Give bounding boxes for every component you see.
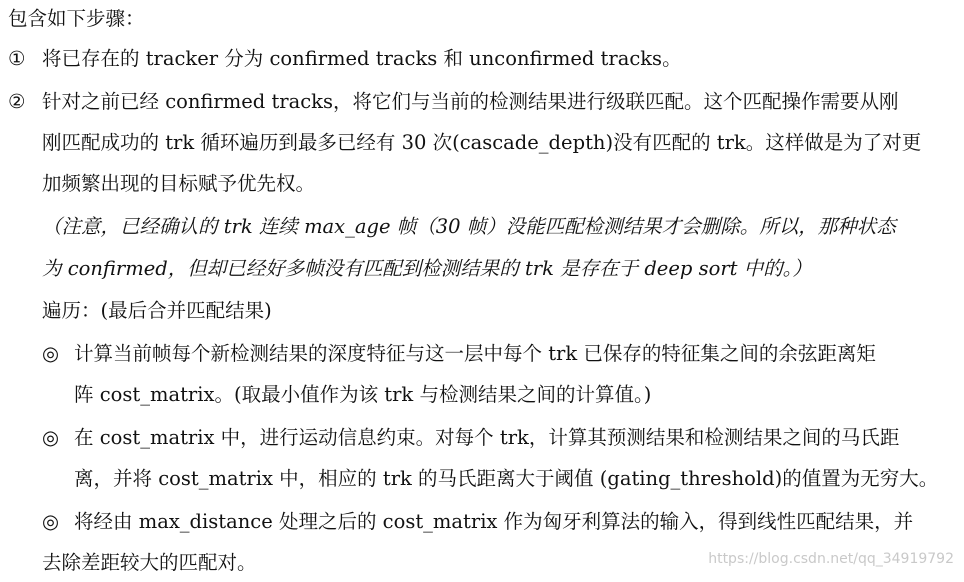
step-marker-1: ① <box>8 47 26 70</box>
bullet-1-line-1: 计算当前帧每个新检测结果的深度特征与这一层中每个 trk 已保存的特征集之间的余弦距离矩 <box>74 342 876 365</box>
step-2-line-3: 加频繁出现的目标赋予优先权。 <box>42 172 316 195</box>
bullet-marker-1: ◎ <box>42 342 60 365</box>
bullet-3-line-1: 将经由 max_distance 处理之后的 cost_matrix 作为匈牙利算法的输入，得到线性匹配结果，并 <box>74 510 914 533</box>
bullet-1-line-2: 阵 cost_matrix。(取最小值作为该 trk 与检测结果之间的计算值。) <box>74 383 652 406</box>
bullet-3-line-2: 去除差距较大的匹配对。 <box>42 551 257 574</box>
traverse-heading: 遍历：(最后合并匹配结果) <box>42 299 272 322</box>
step-1-line-1: 将已存在的 tracker 分为 confirmed tracks 和 unconfirmed tracks。 <box>42 47 682 70</box>
note-line-1: （注意，已经确认的 trk 连续 max_age 帧（30 帧）没能匹配检测结果才会删除。所以，那种状态 <box>42 215 896 238</box>
step-2-line-2: 刚匹配成功的 trk 循环遍历到最多已经有 30 次(cascade_depth)没有匹配的 trk。这样做是为了对更 <box>42 131 922 154</box>
watermark: https://blog.csdn.net/qq_34919792 <box>708 551 954 567</box>
intro-text: 包含如下步骤： <box>8 7 145 30</box>
bullet-2-line-2: 离，并将 cost_matrix 中，相应的 trk 的马氏距离大于阈值 (gating_threshold)的值置为无穷大。 <box>74 467 939 490</box>
bullet-marker-2: ◎ <box>42 426 60 449</box>
bullet-marker-3: ◎ <box>42 510 60 533</box>
step-marker-2: ② <box>8 90 26 113</box>
step-2-line-1: 针对之前已经 confirmed tracks，将它们与当前的检测结果进行级联匹配。这个匹配操作需要从刚 <box>42 90 899 113</box>
note-line-2: 为 confirmed，但却已经好多帧没有匹配到检测结果的 trk 是存在于 deep sort 中的。） <box>42 257 812 280</box>
bullet-2-line-1: 在 cost_matrix 中，进行运动信息约束。对每个 trk，计算其预测结果和检测结果之间的马氏距 <box>74 426 900 449</box>
